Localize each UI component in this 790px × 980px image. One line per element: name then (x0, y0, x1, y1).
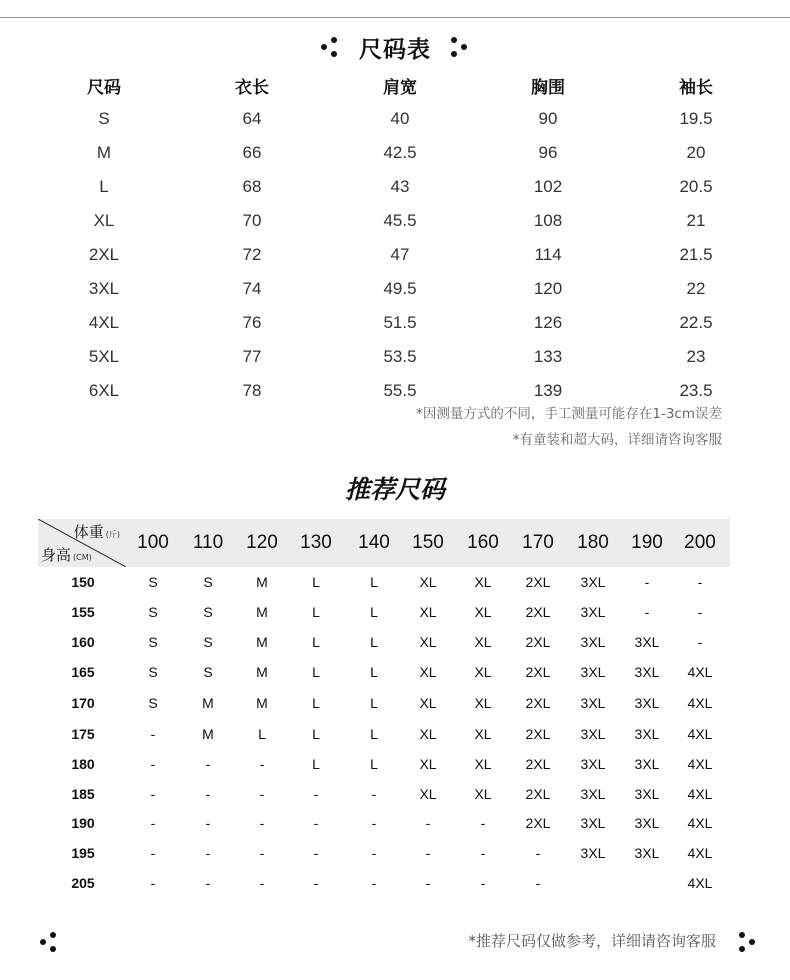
recommend-size-cell: - (480, 845, 486, 861)
recommend-size-cell: M (256, 574, 268, 590)
recommend-size-cell: - (644, 574, 650, 590)
recommend-size-cell: - (480, 815, 486, 831)
size-chart-cell: 90 (538, 109, 558, 128)
recommend-size-cell: L (370, 664, 378, 680)
size-chart-column-header: 衣长 (235, 77, 269, 98)
size-chart-cell: 55.5 (383, 381, 417, 400)
size-chart-cell: 47 (390, 245, 410, 264)
weight-column-header: 160 (467, 532, 499, 553)
size-chart-cell: 126 (533, 313, 563, 332)
weight-column-header: 150 (412, 532, 444, 553)
size-chart-cell: 19.5 (679, 109, 713, 128)
size-chart-cell: 74 (242, 279, 262, 298)
recommend-size-cell: S (203, 574, 213, 590)
recommend-size-cell: M (256, 604, 268, 620)
size-chart-header-row (30, 68, 770, 102)
recommend-size-cell: 3XL (580, 756, 606, 772)
weight-column-header: 100 (137, 532, 169, 553)
recommend-size-cell: - (313, 845, 319, 861)
recommend-size-cell: - (535, 875, 541, 891)
recommend-size-cell: - (205, 875, 211, 891)
size-chart-cell: 108 (533, 211, 563, 230)
recommend-size-cell: S (148, 574, 158, 590)
size-chart-cell: 43 (390, 177, 410, 196)
recommend-size-cell: 2XL (525, 726, 551, 742)
weight-column-header: 140 (358, 532, 390, 553)
recommend-size-cell: - (205, 815, 211, 831)
size-chart-cell: 76 (242, 313, 262, 332)
size-chart-title-row (0, 30, 790, 64)
size-chart-cell: 6XL (88, 381, 120, 400)
corner-cell (38, 519, 126, 567)
recommend-size-cell: - (150, 845, 156, 861)
recommend-size-cell: S (148, 634, 158, 650)
recommend-size-cell: XL (474, 756, 492, 772)
recommend-size-cell: 3XL (580, 664, 606, 680)
recommend-size-cell: M (256, 664, 268, 680)
recommend-size-cell: L (370, 574, 378, 590)
size-chart-cell: 21 (686, 211, 706, 230)
recommend-size-cell: - (259, 756, 265, 772)
weight-column-header: 190 (631, 532, 663, 553)
recommend-size-cell: - (644, 604, 650, 620)
size-chart-cell: 3XL (88, 279, 120, 298)
recommend-size-cell: - (697, 634, 703, 650)
dot-cluster-icon (737, 930, 757, 954)
size-chart-cell: 70 (242, 211, 262, 230)
size-chart-cell: 22.5 (679, 313, 713, 332)
measurement-note: *因测量方式的不同，手工测量可能存在1-3cm误差 (416, 406, 722, 422)
size-chart-cell: 40 (390, 109, 410, 128)
recommend-size-cell: - (259, 845, 265, 861)
recommend-size-cell: L (312, 695, 320, 711)
recommend-size-cell: XL (419, 726, 437, 742)
recommend-size-cell: M (256, 634, 268, 650)
recommend-size-cell: XL (474, 786, 492, 802)
size-chart-cell: 20 (686, 143, 706, 162)
size-chart-cell: S (98, 109, 110, 128)
recommend-size-cell: - (150, 815, 156, 831)
size-chart-title: 尺码表 (359, 36, 431, 63)
size-chart-cell: 102 (533, 177, 563, 196)
size-chart-cell: 78 (242, 381, 262, 400)
recommend-size-cell: 3XL (634, 695, 660, 711)
size-chart-cell: 114 (534, 245, 562, 264)
size-chart-column-header: 尺码 (87, 77, 121, 98)
recommend-size-cell: 3XL (634, 664, 660, 680)
size-chart-cell: 77 (242, 347, 262, 366)
size-chart-row (30, 170, 770, 204)
recommend-size-cell: S (148, 695, 158, 711)
size-chart-column-header: 胸围 (531, 77, 565, 98)
recommend-size-cell: 3XL (580, 786, 606, 802)
recommend-size-cell: - (150, 726, 156, 742)
size-chart-cell: M (96, 143, 112, 162)
height-row-label: 170 (71, 695, 95, 711)
recommend-size-cell: - (535, 845, 541, 861)
size-chart-cell: 51.5 (383, 313, 417, 332)
recommend-size-cell: XL (419, 786, 437, 802)
size-chart-cell: 42.5 (383, 143, 417, 162)
size-chart-cell: 96 (538, 143, 558, 162)
recommend-size-cell: 3XL (634, 786, 660, 802)
recommend-size-cell: 3XL (580, 574, 606, 590)
size-chart-cell: 49.5 (383, 279, 417, 298)
size-chart-cell: 22 (686, 279, 706, 298)
recommend-size-cell: L (312, 634, 320, 650)
size-chart-cell: 21.5 (679, 245, 713, 264)
size-chart-column-header: 肩宽 (383, 77, 417, 98)
recommend-size-cell: - (425, 875, 431, 891)
height-row-label: 205 (71, 875, 95, 891)
recommend-size-cell: M (256, 695, 268, 711)
recommend-size-cell: 3XL (580, 695, 606, 711)
recommend-size-cell: L (312, 756, 320, 772)
weight-label: 体重 (斤) (73, 523, 120, 541)
recommend-size-cell: 3XL (580, 634, 606, 650)
size-chart-cell: 120 (533, 279, 563, 298)
recommend-size-cell: L (370, 604, 378, 620)
size-chart-cell: 133 (533, 347, 563, 366)
weight-column-header: 120 (246, 532, 278, 553)
weight-column-header: 180 (577, 532, 609, 553)
size-chart-cell: 4XL (88, 313, 120, 332)
recommend-size-cell: - (259, 875, 265, 891)
size-chart-cell: 23.5 (679, 381, 713, 400)
dot-cluster-icon (40, 930, 60, 954)
recommend-size-cell: XL (419, 756, 437, 772)
size-chart-row (30, 136, 770, 170)
size-chart-cell: 23 (686, 347, 706, 366)
recommend-size-cell: - (425, 815, 431, 831)
size-chart-cell: 64 (242, 109, 262, 128)
recommend-size-cell: 3XL (634, 845, 660, 861)
height-row-label: 175 (71, 726, 95, 742)
recommend-size-cell: S (148, 604, 158, 620)
recommend-size-cell: XL (474, 574, 492, 590)
recommend-size-cell: - (371, 815, 377, 831)
height-label: 身高 (CM) (41, 546, 92, 564)
recommend-size-cell: XL (419, 574, 437, 590)
recommend-size-cell: - (205, 786, 211, 802)
recommend-size-cell: 2XL (525, 815, 551, 831)
recommend-size-cell: 4XL (687, 845, 713, 861)
recommend-size-cell: - (313, 875, 319, 891)
size-chart-cell: 45.5 (383, 211, 417, 230)
size-chart-cell: 66 (242, 143, 262, 162)
recommend-size-cell: - (313, 786, 319, 802)
recommend-size-cell: - (371, 845, 377, 861)
recommend-size-cell: 3XL (634, 815, 660, 831)
recommend-size-cell: S (148, 664, 158, 680)
size-chart-column-header: 袖长 (679, 77, 713, 98)
recommend-size-cell: 3XL (634, 634, 660, 650)
weight-column-header: 110 (192, 532, 224, 553)
recommend-size-cell: 2XL (525, 756, 551, 772)
recommend-size-cell: XL (474, 634, 492, 650)
recommend-size-cell: L (312, 574, 320, 590)
recommend-size-cell: 2XL (525, 604, 551, 620)
size-chart-cell: 68 (242, 177, 262, 196)
recommend-size-cell: 2XL (525, 664, 551, 680)
size-chart-cell: 2XL (88, 245, 120, 264)
recommend-size-cell: - (313, 815, 319, 831)
recommend-title: 推荐尺码 (344, 475, 445, 504)
recommend-size-cell: XL (474, 664, 492, 680)
recommend-size-cell: 4XL (687, 756, 713, 772)
recommend-size-cell: S (203, 634, 213, 650)
recommend-size-cell: L (370, 695, 378, 711)
recommend-size-cell: 4XL (687, 695, 713, 711)
recommend-size-cell: - (150, 875, 156, 891)
height-row-label: 165 (71, 664, 95, 680)
size-chart-cell: 53.5 (383, 347, 417, 366)
top-divider (0, 17, 790, 18)
recommend-size-cell: XL (419, 664, 437, 680)
recommend-size-cell: L (258, 726, 266, 742)
dot-cluster-icon (321, 35, 341, 59)
height-row-label: 155 (71, 604, 95, 620)
recommend-size-cell: - (150, 756, 156, 772)
recommend-size-cell: - (259, 815, 265, 831)
recommend-size-cell: L (312, 726, 320, 742)
size-chart-cell: 20.5 (679, 177, 713, 196)
size-chart-cell: 5XL (88, 347, 120, 366)
recommend-size-cell: M (202, 695, 214, 711)
height-row-label: 160 (71, 634, 95, 650)
recommend-size-cell: - (371, 875, 377, 891)
recommend-size-cell: S (203, 604, 213, 620)
recommend-size-cell: L (370, 634, 378, 650)
size-chart-row (30, 204, 770, 238)
recommend-size-cell: - (259, 786, 265, 802)
recommend-size-cell: 3XL (580, 726, 606, 742)
weight-column-header: 170 (522, 532, 554, 553)
recommend-size-cell: XL (419, 634, 437, 650)
size-chart-row (30, 238, 770, 272)
recommend-size-cell: - (697, 604, 703, 620)
recommend-size-cell: 4XL (687, 815, 713, 831)
size-chart-table (30, 68, 770, 408)
recommend-size-cell: XL (419, 695, 437, 711)
recommend-size-cell: 3XL (634, 756, 660, 772)
recommend-size-cell: 4XL (687, 786, 713, 802)
recommend-footer-note: *推荐尺码仅做参考，详细请咨询客服 (468, 932, 716, 950)
recommend-size-cell: 2XL (525, 786, 551, 802)
recommend-size-cell: 4XL (687, 726, 713, 742)
recommend-size-cell: - (205, 756, 211, 772)
size-chart-cell: XL (93, 211, 115, 230)
size-chart-cell: L (99, 177, 109, 196)
recommend-size-cell: L (370, 726, 378, 742)
recommend-size-cell: - (480, 875, 486, 891)
recommend-size-cell: - (425, 845, 431, 861)
weight-column-header: 130 (300, 532, 332, 553)
recommend-size-cell: - (371, 786, 377, 802)
custom-size-note: *有童装和超大码，详细请咨询客服 (512, 432, 722, 448)
size-chart-cell: 72 (242, 245, 262, 264)
recommend-size-cell: 2XL (525, 695, 551, 711)
recommend-size-cell: - (150, 786, 156, 802)
height-row-label: 185 (71, 786, 95, 802)
size-chart-row (30, 102, 770, 136)
size-chart-row (30, 306, 770, 340)
height-row-label: 190 (71, 815, 95, 831)
recommend-size-cell: L (370, 756, 378, 772)
height-row-label: 150 (71, 574, 95, 590)
recommend-size-cell: XL (474, 726, 492, 742)
size-chart-row (30, 340, 770, 374)
dot-cluster-icon (449, 35, 469, 59)
recommend-size-cell: XL (474, 695, 492, 711)
height-row-label: 180 (71, 756, 95, 772)
recommend-size-cell: - (205, 845, 211, 861)
height-row-label: 195 (71, 845, 95, 861)
recommend-size-cell: L (312, 664, 320, 680)
recommend-size-cell: S (203, 664, 213, 680)
recommend-size-cell: L (312, 604, 320, 620)
recommend-size-cell: - (697, 574, 703, 590)
recommend-size-cell: 3XL (580, 845, 606, 861)
recommend-size-cell: 4XL (687, 875, 713, 891)
recommend-size-cell: XL (419, 604, 437, 620)
recommend-size-cell: 3XL (634, 726, 660, 742)
recommend-size-cell: XL (474, 604, 492, 620)
recommend-size-cell: 4XL (687, 664, 713, 680)
weight-column-header: 200 (684, 532, 716, 553)
recommend-size-cell: 3XL (580, 604, 606, 620)
recommend-size-cell: 2XL (525, 634, 551, 650)
size-chart-cell: 139 (533, 381, 563, 400)
recommend-size-cell: 2XL (525, 574, 551, 590)
recommend-size-cell: 3XL (580, 815, 606, 831)
size-chart-row (30, 272, 770, 306)
recommend-size-cell: M (202, 726, 214, 742)
